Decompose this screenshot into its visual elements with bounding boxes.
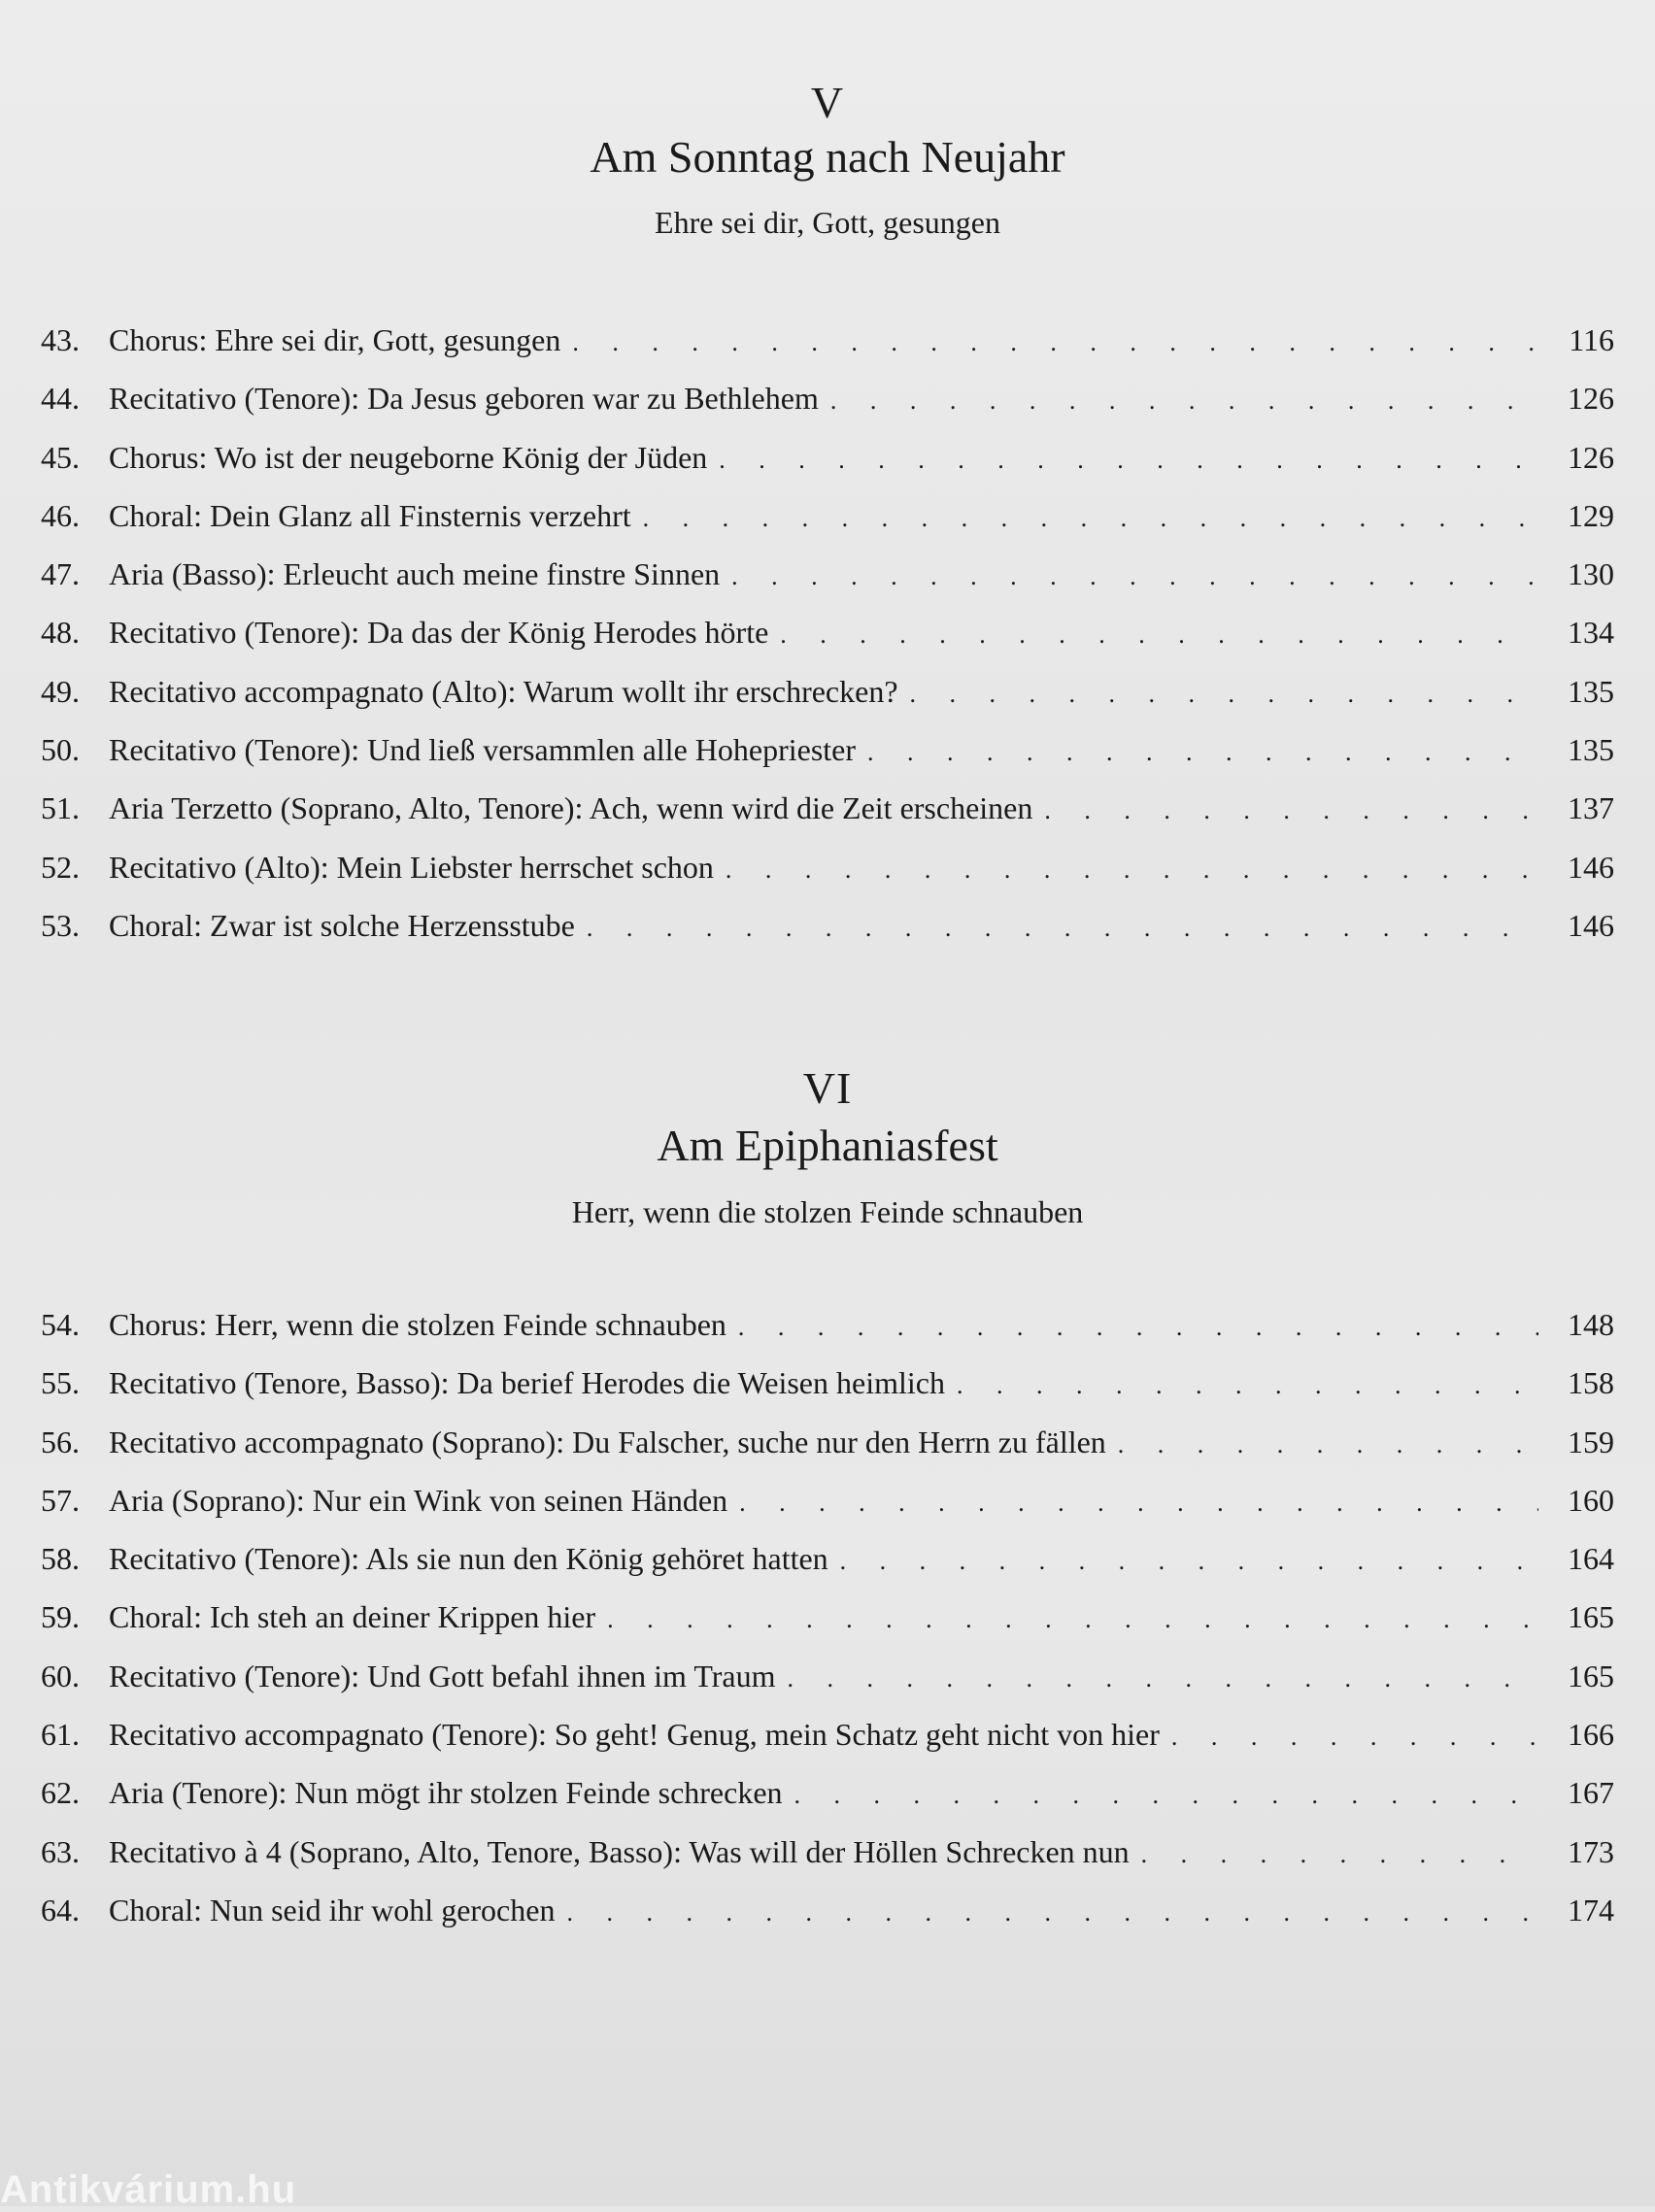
entry-title: Aria (Soprano): Nur ein Wink von seinen Händen bbox=[109, 1482, 728, 1518]
dot-leader bbox=[1141, 1833, 1538, 1876]
toc-entry[interactable] bbox=[41, 377, 1614, 435]
entry-number: 57. bbox=[41, 1482, 80, 1518]
entry-title: Recitativo (Tenore): Da Jesus geboren war zu Bethlehem bbox=[109, 381, 819, 417]
entry-number: 50. bbox=[41, 732, 80, 768]
entry-number: 53. bbox=[41, 907, 80, 943]
dot-leader bbox=[731, 555, 1538, 598]
dot-leader bbox=[726, 849, 1538, 891]
entry-number: 43. bbox=[41, 322, 80, 357]
entry-title: Recitativo (Alto): Mein Liebster herrschet schon bbox=[109, 849, 714, 885]
entry-number: 60. bbox=[41, 1658, 80, 1693]
entry-number: 44. bbox=[41, 381, 80, 417]
section-number: V bbox=[810, 78, 845, 127]
toc-entry[interactable] bbox=[41, 436, 1614, 494]
entry-page: 126 bbox=[1568, 381, 1614, 417]
entry-page: 167 bbox=[1568, 1775, 1614, 1811]
entry-page: 146 bbox=[1568, 849, 1614, 885]
toc-entry[interactable] bbox=[41, 670, 1614, 728]
entry-title: Recitativo (Tenore): Als sie nun den König gehöret hatten bbox=[109, 1541, 828, 1577]
entry-page: 135 bbox=[1568, 673, 1614, 709]
toc-entry[interactable] bbox=[41, 1655, 1614, 1713]
entry-title: Recitativo (Tenore): Und ließ versammlen alle Hohepriester bbox=[109, 732, 857, 768]
entry-title: Aria (Basso): Erleucht auch meine finstre Sinnen bbox=[109, 556, 721, 592]
entry-number: 63. bbox=[41, 1833, 80, 1869]
entry-title: Choral: Zwar ist solche Herzensstube bbox=[109, 907, 575, 943]
section-number: VI bbox=[802, 1063, 853, 1113]
entry-page: 135 bbox=[1568, 732, 1614, 768]
dot-leader bbox=[1171, 1716, 1538, 1759]
toc-entry[interactable] bbox=[41, 1889, 1614, 1947]
entry-title: Recitativo accompagnato (Soprano): Du Falscher, suche nur den Herrn zu fällen bbox=[109, 1424, 1106, 1459]
entry-page: 173 bbox=[1568, 1833, 1614, 1869]
dot-leader bbox=[1044, 789, 1538, 832]
entry-page: 116 bbox=[1569, 322, 1614, 357]
entry-title: Recitativo accompagnato (Alto): Warum wollt ihr erschrecken? bbox=[109, 673, 898, 709]
entry-page: 160 bbox=[1568, 1482, 1614, 1518]
dot-leader bbox=[830, 380, 1538, 422]
toc-entry[interactable] bbox=[41, 494, 1614, 553]
dot-leader bbox=[739, 1482, 1538, 1525]
entry-number: 51. bbox=[41, 790, 80, 826]
section-subtitle: Ehre sei dir, Gott, gesungen bbox=[655, 205, 1000, 240]
toc-entry[interactable] bbox=[41, 1830, 1614, 1889]
entry-title: Chorus: Ehre sei dir, Gott, gesungen bbox=[109, 322, 561, 357]
entry-number: 52. bbox=[41, 849, 80, 885]
dot-leader bbox=[840, 1540, 1538, 1583]
entry-number: 46. bbox=[41, 497, 80, 533]
entry-title: Chorus: Wo ist der neugeborne König der Jüden bbox=[109, 439, 708, 475]
entry-number: 45. bbox=[41, 439, 80, 475]
toc-entry[interactable] bbox=[41, 318, 1614, 377]
entry-number: 61. bbox=[41, 1717, 80, 1753]
entry-number: 48. bbox=[41, 615, 80, 651]
entry-page: 146 bbox=[1568, 907, 1614, 943]
entry-title: Recitativo (Tenore): Da das der König Herodes hörte bbox=[109, 615, 769, 651]
entry-number: 59. bbox=[41, 1599, 80, 1635]
entry-title: Chorus: Herr, wenn die stolzen Feinde schnauben bbox=[109, 1307, 726, 1342]
entry-page: 129 bbox=[1568, 497, 1614, 533]
entry-title: Aria Terzetto (Soprano, Alto, Tenore): Ach, wenn wird die Zeit erscheinen bbox=[109, 790, 1033, 826]
entry-page: 134 bbox=[1568, 615, 1614, 651]
dot-leader bbox=[910, 673, 1538, 716]
entry-title: Recitativo (Tenore, Basso): Da berief Herodes die Weisen heimlich bbox=[109, 1365, 945, 1401]
entry-number: 54. bbox=[41, 1307, 80, 1342]
toc-entry[interactable] bbox=[41, 1421, 1614, 1479]
watermark: Antikvárium.hu bbox=[0, 2168, 297, 2211]
dot-leader bbox=[780, 614, 1538, 656]
entry-number: 64. bbox=[41, 1892, 80, 1927]
dot-leader bbox=[957, 1364, 1538, 1407]
entry-page: 165 bbox=[1568, 1658, 1614, 1693]
toc-entry[interactable] bbox=[41, 728, 1614, 787]
entry-page: 159 bbox=[1568, 1424, 1614, 1459]
entry-page: 130 bbox=[1568, 556, 1614, 592]
dot-leader bbox=[587, 907, 1538, 950]
entry-page: 158 bbox=[1568, 1365, 1614, 1401]
section-subtitle: Herr, wenn die stolzen Feinde schnauben bbox=[571, 1194, 1084, 1229]
toc-entry[interactable] bbox=[41, 553, 1614, 611]
entry-page: 165 bbox=[1568, 1599, 1614, 1635]
toc-entry[interactable] bbox=[41, 1479, 1614, 1537]
entry-page: 164 bbox=[1568, 1541, 1614, 1577]
section-title: Am Epiphaniasfest bbox=[657, 1121, 998, 1170]
toc-entry[interactable] bbox=[41, 611, 1614, 669]
entry-page: 137 bbox=[1568, 790, 1614, 826]
toc-entry[interactable] bbox=[41, 1361, 1614, 1420]
entry-page: 174 bbox=[1568, 1892, 1614, 1927]
entry-number: 49. bbox=[41, 673, 80, 709]
entry-number: 56. bbox=[41, 1424, 80, 1459]
toc-entry[interactable] bbox=[41, 1595, 1614, 1654]
dot-leader bbox=[566, 1892, 1538, 1934]
entry-title: Recitativo à 4 (Soprano, Alto, Tenore, Basso): Was will der Höllen Schrecken nun bbox=[109, 1833, 1130, 1869]
entry-title: Choral: Ich steh an deiner Krippen hier bbox=[109, 1599, 596, 1635]
toc-list bbox=[41, 1303, 1614, 1947]
dot-leader bbox=[794, 1774, 1538, 1817]
entry-number: 47. bbox=[41, 556, 80, 592]
toc-entry[interactable] bbox=[41, 846, 1614, 904]
entry-title: Recitativo accompagnato (Tenore): So geht! Genug, mein Schatz geht nicht von hier bbox=[109, 1717, 1160, 1753]
dot-leader bbox=[719, 439, 1538, 482]
toc-list bbox=[41, 318, 1614, 962]
toc-entry[interactable] bbox=[41, 1771, 1614, 1829]
entry-page: 148 bbox=[1568, 1307, 1614, 1342]
dot-leader bbox=[643, 497, 1538, 540]
entry-page: 126 bbox=[1568, 439, 1614, 475]
entry-number: 62. bbox=[41, 1775, 80, 1811]
dot-leader bbox=[607, 1598, 1538, 1641]
entry-number: 55. bbox=[41, 1365, 80, 1401]
section-title: Am Sonntag nach Neujahr bbox=[590, 132, 1065, 182]
dot-leader bbox=[788, 1658, 1538, 1700]
entry-title: Choral: Nun seid ihr wohl gerochen bbox=[109, 1892, 556, 1927]
dot-leader bbox=[867, 731, 1538, 774]
entry-title: Aria (Tenore): Nun mögt ihr stolzen Feinde schrecken bbox=[109, 1775, 783, 1811]
entry-page: 166 bbox=[1568, 1717, 1614, 1753]
entry-number: 58. bbox=[41, 1541, 80, 1577]
dot-leader bbox=[1118, 1424, 1538, 1466]
dot-leader bbox=[572, 321, 1538, 364]
entry-title: Recitativo (Tenore): Und Gott befahl ihnen im Traum bbox=[109, 1658, 776, 1693]
entry-title: Choral: Dein Glanz all Finsternis verzehrt bbox=[109, 497, 631, 533]
toc-entry[interactable] bbox=[41, 787, 1614, 845]
toc-entry[interactable] bbox=[41, 904, 1614, 962]
toc-entry[interactable] bbox=[41, 1537, 1614, 1595]
toc-entry[interactable] bbox=[41, 1303, 1614, 1361]
toc-entry[interactable] bbox=[41, 1713, 1614, 1771]
dot-leader bbox=[738, 1306, 1538, 1349]
